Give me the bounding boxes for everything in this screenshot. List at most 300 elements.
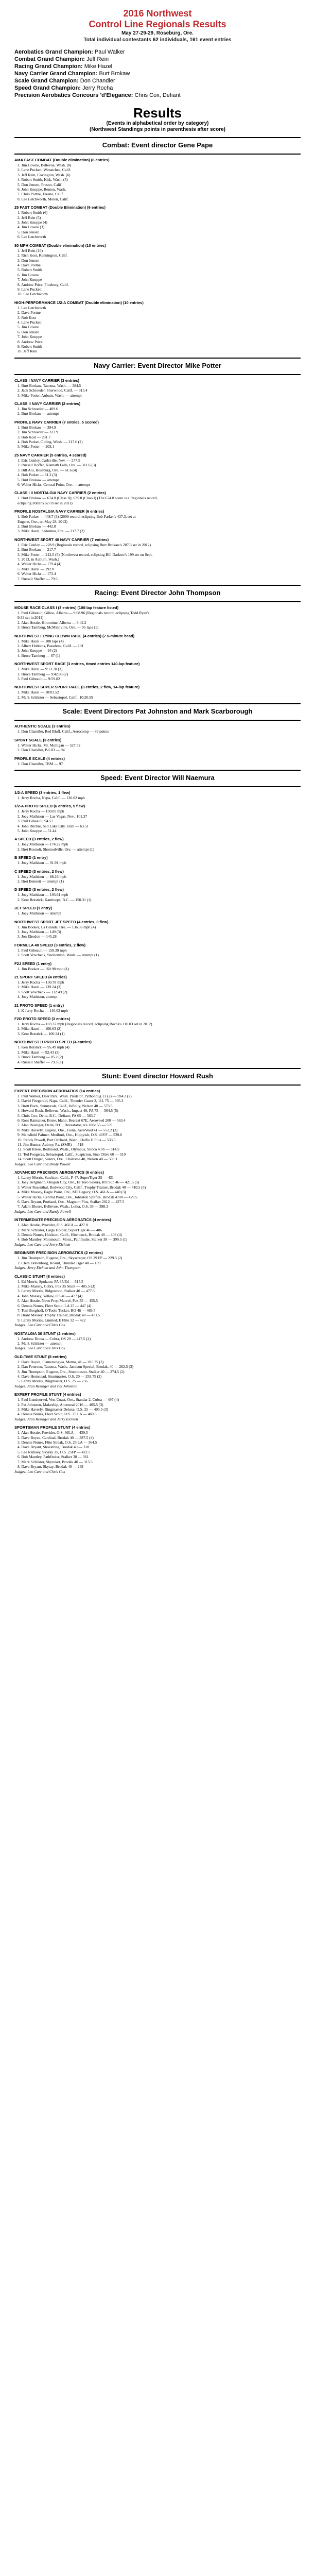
result-line: 7. Tom Berghoff, O'Toole Tucker, RO 46 — 469.5 — [18, 1308, 96, 1313]
event-title: 21 SPORT SPEED (4 entries) — [14, 975, 67, 980]
result-line: 1. Joey Mathison — 193.61 mph — [18, 892, 68, 897]
event-results — [14, 1217, 301, 1247]
result-line: 1. Lee Letchworth — [18, 305, 46, 310]
result-line: 3. Jon Elrodon — 145.28 — [18, 934, 57, 939]
page-title: 2016 Northwest — [123, 8, 192, 19]
result-line: 3. Jim Thompson, Eugene, Ore., Stuntmaster, Stalker 40 — 274.5 (2) — [18, 1369, 125, 1374]
result-line: 3. Paul Gibeault, 94.57 — [18, 819, 54, 824]
result-line: 2. Mike Massey, Cobra, Fox 35 Stunt — 485.5 (3) — [18, 1283, 95, 1289]
result-line: 3. Dennis Nunes, Flite Streak, O.S. 25 LA — 364.5 — [18, 1440, 97, 1445]
result-line: 2. Russell Hoffer, Klamath Falls, Ore. — 311.6 (3) — [18, 463, 96, 468]
event-title: ADVANCED PRECISION AEROBATICS (6 entries) — [14, 1170, 104, 1175]
event-title: NORTHWEST SPORT RACE (3 entries, timed entries 140-lap feature) — [14, 662, 140, 667]
result-line: 5. Walter Hicks, Central Point, Ore., Johnston Spitfire, Brodak 4700 — 429.5 — [18, 1194, 137, 1199]
event-results — [14, 1274, 301, 1328]
event-results — [14, 837, 301, 852]
result-line: 5. John Knoppe — 51.44 — [18, 828, 57, 833]
event-results — [14, 1040, 301, 1064]
event-results — [14, 158, 301, 201]
result-line: 2. Don Chandler, P-51D — 94 — [18, 748, 65, 753]
result-line: 4. Howard Rush, Bellevue, Wash., Impact 46, PA 75 — 564.5 (5) — [18, 1108, 118, 1113]
event-judges: Judges: Jerry Eichten and John Thompson — [14, 1265, 81, 1270]
result-line: 1. Walter Hicks, Mr. Mulligan — 527.52 — [18, 742, 81, 748]
result-line: 2. Mike Hazel — 92.43 (3) — [18, 1049, 60, 1055]
event-results — [14, 738, 301, 753]
event-results — [14, 869, 301, 884]
result-line: 2. Scott Vovcheck, Snohomish, Wash. — attempt (1) — [18, 953, 99, 958]
result-line: 13. Ted Fongeras, Sebastopol, Calif., Suspicion, Sino Olive 60 — 510 — [18, 1151, 126, 1157]
result-line: 5. Jim Cowne — [18, 325, 39, 330]
event-title: SPORT SCALE (3 entries) — [14, 737, 62, 742]
result-line: 1. Mike Hazel — 108 laps (4) — [18, 638, 64, 643]
result-line: 3. Bill Alu, Roseburg, Ore. — 61.6 (4) — [18, 467, 77, 472]
result-line: Eugene, Ore., on May 28, 2013) — [18, 519, 67, 524]
event-title: B SPEED (1 entry) — [14, 855, 48, 860]
event-results — [14, 401, 301, 416]
result-line: 7, 2013, in Auburn, Wash.) — [18, 556, 59, 562]
event-results — [14, 1331, 301, 1351]
event-title: NORTHWEST FLYING CLOWN RACE (4 entries) (7.5-minute head) — [14, 633, 135, 638]
event-title: 80 MPH COMBAT (Double elimination) (10 entries) — [14, 243, 106, 248]
result-line: 2. David Fitzgerald, Napa, Calif., Thunder Gazer 2, 11L 75 — 595.3 — [18, 1098, 124, 1104]
result-line: 2. Mark Schlister — Sebastopol, Calif., 10:20.99 — [18, 694, 93, 700]
result-line: 2. Bret Bennett — attempt (1) — [18, 878, 64, 884]
result-line: 3. Kent Rotstick — 100.24 (1) — [18, 1031, 65, 1036]
event-results — [14, 634, 301, 658]
result-line: 2. Jeff Rein (5) — [18, 215, 41, 220]
event-results — [14, 662, 301, 681]
event-results — [14, 537, 301, 581]
champion-name: Jerry Rocha — [82, 85, 113, 91]
result-line: 14. Scott Dinger, Sisters, Ore., Charisma 40, Nelson 40 — 503.1 — [18, 1157, 118, 1162]
event-results — [14, 887, 301, 902]
champion-name: Chris Cox, Defiant — [134, 92, 181, 98]
result-line: 2. Bruce Tamberg — 9:42.06 (2) — [18, 671, 68, 676]
result-line: 4. Mike Massey, Eagle Point, Ore., MT Legacy, O.S. 46LA — 440 (3) — [18, 1190, 126, 1195]
page-header — [14, 8, 301, 43]
result-line: 7. John Knoppe — [18, 334, 42, 340]
event-title: F2D PROTO SPEED (3 entries) — [14, 1016, 71, 1022]
section-divider — [14, 720, 301, 721]
result-line: eclipsing Potter's 627.8 set in 2011) — [18, 500, 73, 505]
result-line: 8. Andrew Price, Pittsburg, Calif. — [18, 282, 69, 287]
result-line: 4. Lane Puckett — [18, 319, 42, 325]
result-line: 3. Walter Rosenthal, Redwood City, Calif., Trophy Trainer, Brodak 40 — 410.5 (5) — [18, 1184, 146, 1190]
result-line: 2. Dave Boyce, Cardinal, Brodak 40 — 387.5 (4) — [18, 1435, 94, 1440]
event-results — [14, 420, 301, 449]
event-title: AUTHENTIC SCALE (3 entries) — [14, 724, 71, 729]
result-line: 1. Alan Hostie, Provider, O.S. 46LA — 439.5 — [18, 1430, 88, 1435]
grand-champions-list — [14, 48, 301, 99]
event-title: 1/2-A PROTO SPEED (6 entries, 5 flew) — [14, 804, 85, 809]
result-line: 2. Clem Dohenborg, Rosuit, Thunder Tiger 48 — 189 — [18, 1260, 101, 1265]
result-line: 10. Randy Powell, Port Orchard, Wash., Halfie II Plus — 533.5 — [18, 1137, 116, 1142]
result-line: 1. Jerry Rocha — 100.05 mph — [18, 809, 64, 814]
event-results — [14, 1354, 301, 1388]
result-line: 3. Paul Gibeault — 9:59.82 — [18, 676, 60, 682]
section-divider — [14, 1084, 301, 1086]
result-line: 1. Burt Brokaw — 394.9 — [18, 425, 56, 430]
result-line: 2. Mark Schlister, Large Holder, SuperTiger 46 — 406 — [18, 1227, 102, 1232]
result-line: 2. Mike Hazel — 100.63 (2) — [18, 1026, 62, 1031]
result-line: 2. Joey Mathison — Las Vegas, Nev., 101.37 — [18, 814, 87, 819]
result-line: 1. Jim Thompson, Eugene, Ore., Skyscraper, OS 29 FP — 229.5 (2) — [18, 1256, 122, 1261]
result-line: 5. Burt Brokaw — attempt — [18, 477, 59, 482]
grand-champion-row — [14, 56, 301, 63]
result-line: 6. Lee Letchworth — [18, 234, 46, 240]
result-line: 6. Ross Ramsauer, Boise, Idaho, Bearcat 67E, Aeroveed 200 — 563.4 — [18, 1117, 126, 1123]
event-title: INTERMEDIATE PRECISION AEROBATICS (4 entries) — [14, 1217, 111, 1223]
result-line: 2. Joey Bergmann, Oregon City, Ore., El Toro Sakura, RO.Sub 46 — 421.5 (5) — [18, 1180, 139, 1185]
event-results — [14, 1089, 301, 1166]
event-results — [14, 790, 301, 800]
result-line: 5. Lanny Morris, Ringmaster, O.S. 25 — 256 — [18, 1379, 87, 1384]
result-line: 8. Dave Bryant, Skyray, Brodak 40 — 249 — [18, 1464, 83, 1469]
event-results — [14, 205, 301, 239]
event-title: NORTHWEST SPORT 40 NAVY CARRIER (7 entries) — [14, 537, 109, 542]
result-line: 6. Bob Mantley, Pathfinder, Stalker 38 — 361 — [18, 1454, 89, 1460]
result-line: 2. Pat Johnston, Makeship, Ancestral 2016 — 405.5 (3) — [18, 1402, 103, 1407]
event-title: CLASS II NAVY CARRIER (2 entries) — [14, 401, 81, 406]
result-line: 5. Mike Hazel — 192.8 — [18, 566, 54, 571]
event-results — [14, 920, 301, 939]
result-line: 12. Scott Riese, Redmond, Wash., Olympus, Stinco 4.0S — 514.5 — [18, 1147, 119, 1152]
result-line: 1. Joey Mathison — 91.91 mph — [18, 860, 66, 866]
section-heading: Racing: Event Director John Thompson — [94, 589, 221, 597]
result-line: 3. Lanny Morris, Ridgewood, Stalker 40 — 477.5 — [18, 1289, 95, 1294]
result-line: 6. Walter Hicks — 173.4 — [18, 571, 56, 577]
result-line: 1. Ed Morris, Spokane, PA 35/Ed — 515.5 — [18, 1279, 83, 1284]
event-results — [14, 490, 301, 505]
result-line: 3. Dennis Nunes, Hockton, Calif., Hitchcock, Brodak 40 — 406 (4) — [18, 1232, 122, 1238]
result-line: 1. Paul Walker, Deer Park, Wash. Predator, Pythonbug 13 (2) — 594.2 (2) — [18, 1093, 132, 1098]
result-line: 4. Dennis Nunes, Fleet Scout, O.S. 25 LA — 469.5 — [18, 1412, 97, 1417]
event-judges: Judges: Alan Resinger and Pat Johnston — [14, 1383, 78, 1388]
result-line: 1. K Jerry Rocha — 140.02 mph — [18, 1008, 68, 1013]
section-divider — [14, 374, 301, 375]
result-line: 6. Jim Cowne — [18, 272, 39, 277]
event-results — [14, 605, 301, 630]
event-judges: Judges: Leo Carr and Chris Cox — [14, 1323, 65, 1328]
event-results — [14, 300, 301, 354]
champion-category: Scale Grand Champion: — [14, 78, 79, 84]
event-title: PROFILE NAVY CARRIER (7 entries, 5 scored) — [14, 419, 99, 425]
grand-champion-row — [14, 70, 301, 77]
event-title: CLASSIC STUNT (8 entries) — [14, 1274, 65, 1279]
section-divider — [14, 358, 301, 359]
result-line: 4. Russell Shaffer — 79.3 (1) — [18, 1059, 63, 1064]
event-title: 1/2-A SPEED (3 entries, 1 flew) — [14, 790, 71, 795]
result-line: 4. Bob Parker — 81.2 (3) — [18, 472, 57, 478]
event-results — [14, 724, 301, 734]
result-line: 4. John Ritchie, Salt Lake City, Utah — 63.51 — [18, 823, 89, 828]
result-line: 4. Bruce Tamberg — 67 (1) — [18, 653, 60, 658]
event-results — [14, 1003, 301, 1013]
result-line: 9. Lane Puckett — [18, 286, 42, 292]
result-line: 2. Alan Hostie, Hirontime, Alberta — 9:42.2 — [18, 620, 86, 625]
result-line: 2. Mike Hazel — 139.24 (3) — [18, 985, 62, 990]
result-line: 1. Alan Hostie, Provider, O.S. 46LA — 427.8 — [18, 1223, 88, 1228]
event-title: PROFILE SCALE (4 entries) — [14, 756, 65, 761]
result-line: 7. Chris Portne, Fresno, Calif. — [18, 192, 64, 197]
result-line: 3. Don Jensen — [18, 258, 40, 263]
champion-category: Combat Grand Champion: — [14, 56, 85, 62]
event-title: CLASS I NAVY CARRIER (3 entries) — [14, 378, 79, 383]
result-line: 2. Kent Rotstick, Kamloops, B.C. — 150.31 (1) — [18, 897, 92, 902]
result-line: 4. Dave Portne — [18, 262, 41, 267]
result-line: 5. Robert Smith — [18, 267, 42, 273]
event-judges: Judges: Leo Carr and Chris Cox — [14, 1346, 65, 1351]
result-line: 6. Don Jensen — [18, 329, 40, 334]
result-line: 2. Bret Rosnoli, Shomodville, Ore. — attempt (1) — [18, 846, 94, 852]
event-title: C SPEED (3 entries, 2 flew) — [14, 869, 64, 874]
section-heading: Combat: Event director Gene Pape — [102, 141, 213, 149]
result-line: 1. Ken Rotstick — 95.49 mph (4) — [18, 1045, 69, 1050]
event-title: BEGINNER PRECISION AEROBATICS (2 entries) — [14, 1250, 103, 1256]
result-line: 3. Scott Vovcheck — 132.49 (2) — [18, 989, 67, 994]
champion-name: Burt Brokaw — [99, 71, 130, 77]
event-results — [14, 243, 301, 297]
results-title: Results — [133, 105, 182, 121]
result-line: 9. Mansfield Palmer, Medford, Ore., Hippyish, O.S. 40VF — 539.6 — [18, 1132, 122, 1138]
result-line: 4. Walter Hicks — 179.4 (4) — [18, 562, 62, 567]
result-line: 1. Joey Mathison — 174.22 mph — [18, 842, 68, 847]
results-header — [14, 105, 301, 133]
result-line: 8. Lee Letchworth, Molen, Calif. — [18, 196, 69, 201]
result-line: 1. Jim Cowne, Bellevue, Wash. (8) — [18, 163, 72, 167]
event-judges: Judges: Leo Carr and Brody Powell — [14, 1161, 71, 1166]
result-line: 1. Mike Hazel — 10:01.52 — [18, 690, 59, 695]
result-line: 1. Eric Conley, Carlsville, Nev. — 277.5 — [18, 457, 80, 463]
result-line: 1. Eric Conley — 228.9 (Regionals record, eclipsing Burt Brokaw's 207.3 set in 2012) — [18, 542, 151, 547]
result-line: 1. Paul Lundeorwd, Vest Coast, Ore., Standar 2, Cobra — 497 (4) — [18, 1397, 119, 1402]
event-title: NORTHWEST B PROTO SPEED (4 entries) — [14, 1040, 92, 1045]
event-results — [14, 685, 301, 700]
event-title: A SPEED (3 entries, 2 flew) — [14, 837, 64, 842]
result-line: 2. Jack Schroeder, Sherwood, Calif. — 315.4 — [18, 388, 87, 393]
result-line: 3. Bob Kost — 231.7 — [18, 434, 51, 439]
event-results — [14, 453, 301, 487]
result-line: 4. Bob Mantley, Monmouth, Mont., Pathfinder, Stalker 38 — 399.5 (1) — [18, 1237, 128, 1242]
grand-champion-row — [14, 92, 301, 99]
section-heading: Speed: Event Director Will Naemura — [100, 773, 215, 782]
section-heading: Navy Carrier: Event Director Mike Potter — [94, 361, 221, 369]
result-line: 1. Andrew Dinea — Cobra, OS 29 — 447.5 (2) — [18, 1336, 91, 1341]
grand-champion-row — [14, 84, 301, 92]
champion-category: Aerobatics Grand Champion: — [14, 49, 93, 55]
result-line: 1. Robert Smith (6) — [18, 210, 48, 215]
result-line: 3. Jeff Rein, Covington, Wash. (6) — [18, 172, 71, 177]
result-line: 4. Dave Bryant, Shoestring, Brodak 40 — 318 — [18, 1445, 90, 1450]
result-line: 1. Paul Gibeault, Gilloo, Alberta — 9:08.96 (Regionals record, eclipsing Todd Ryan's — [18, 611, 150, 615]
result-line: 4. John Massey, Yellow, OS 46 — 477 (4) — [18, 1293, 83, 1298]
result-line: 2. Lane Puckett, Wenatchee, Calif. — [18, 167, 71, 173]
result-line: 2. Burt Brokaw — 442.8 — [18, 523, 56, 529]
event-results — [14, 1250, 301, 1270]
event-judges: Judges: Alan Resinger and Jerry Eichten — [14, 1416, 78, 1421]
event-results — [14, 378, 301, 398]
event-title: F2J SPEED (1 entry) — [14, 961, 52, 966]
grand-champion-row — [14, 77, 301, 84]
event-results — [14, 1016, 301, 1036]
champion-category: Racing Grand Champion: — [14, 63, 83, 70]
result-line: 6. Walter Hicks, Central Point, Ore. — attempt — [18, 482, 90, 487]
result-line: 2. Dan Peterson, Tacoma, Wash., Jamison Special, Brodak, 40 — 282.5 (3) — [18, 1364, 134, 1369]
champion-category: Speed Grand Champion: — [14, 85, 81, 91]
result-line: 7. Adam Bloore, Bellevue, Wash., Lotka, O.S. 35 — 398.3 — [18, 1204, 108, 1209]
section-divider — [14, 154, 301, 155]
result-line: 1. Jeff Rein (10) — [18, 248, 43, 253]
event-title: NOSTALGIA 30 STUNT (2 entries) — [14, 1331, 76, 1336]
result-line: 3. Mike Haverly, Ringmaster Deluxe, O.S. 25 — 405.5 (3) — [18, 1407, 108, 1412]
result-line: 1. Joey Mathison — attempt — [18, 911, 62, 916]
result-line: 2. Mark Schlister — attempt — [18, 1341, 62, 1346]
event-results — [14, 906, 301, 916]
result-line: 1. Dave Boyce, Flamencogwa, Memo, 41 — 285.75 (3) — [18, 1359, 104, 1364]
event-title: FORMULA 40 SPEED (3 entries, 2 flew) — [14, 942, 86, 947]
result-line: 2. Burt Brokaw — attempt — [18, 411, 59, 416]
result-line: 1. Mike Hazel — 9:13.70 (3) — [18, 667, 63, 672]
grand-champion-row — [14, 63, 301, 70]
result-line: 1. Don Chandler, TBM — 97 — [18, 761, 63, 766]
result-line: 9. Robert Smith — [18, 344, 42, 349]
result-line: 5. Alan Hostie, Nuvo Prop Marvel, Fox 35 — 455.5 — [18, 1298, 98, 1303]
entry-stats: Total individual contestants 62 individuals, 161 event entries — [83, 37, 232, 43]
section-divider — [14, 585, 301, 586]
section-divider — [14, 601, 301, 602]
result-line: 7. Russell Shaffer — 79.5 — [18, 576, 58, 581]
event-results — [14, 1392, 301, 1421]
result-line: 7. John Knoppe — [18, 277, 42, 282]
event-title: EXPERT PRECISION AEROBATICS (14 entries) — [14, 1088, 100, 1093]
event-title: NORTHWEST SPORT JET SPEED (4 entries, 3 flew) — [14, 919, 109, 924]
result-line: 7. Alan Resinger, Delta, B.C., Devastator, rcs 200c 55 — 559 — [18, 1123, 113, 1128]
results-sections — [14, 137, 301, 1474]
result-line: 1. Paul Gibeault — 158.39 mph — [18, 947, 67, 953]
result-line: 3. Rob Kost — [18, 315, 37, 320]
result-line: 2. Rich Kost, Kennington, Calif. — [18, 253, 68, 258]
event-judges: Judges: Leo Carr and Jerry Eichten — [14, 1242, 71, 1247]
grand-champion-row — [14, 48, 301, 56]
result-line: 1. Lanny Morris, Stockton, Calif., P-47, SuperTiger 35 — 431 — [18, 1175, 114, 1180]
section-divider — [14, 770, 301, 771]
event-title: AMA FAST COMBAT (Double elimination) (8 entries) — [14, 158, 110, 162]
event-title: D SPEED (3 entries, 2 flew) — [14, 887, 64, 892]
event-judges: Judges: Leo Carr and Chris Cox — [14, 1469, 65, 1474]
result-line: 2. Dave Portne — [18, 310, 41, 315]
result-line: 6. Dennis Nunes, Fleet Scout, LA 25 — 447 (4) — [18, 1303, 92, 1308]
event-results — [14, 804, 301, 833]
result-line: 4. Jim Cowne (3) — [18, 225, 45, 230]
result-line: 1. Jerry Rocha — 103.37 mph (Regionals record, eclipsing Rocha's 110.03 set in 2012) — [18, 1022, 152, 1027]
event-title: 21 PROTO SPEED (1 entry) — [14, 1003, 64, 1008]
result-line: 8. Brant Massey, Trophy Trainer, Brodak 40 — 431.5 — [18, 1313, 100, 1318]
result-line: 4. Robert Smith, Kirk, Wash. (5) — [18, 177, 68, 182]
champion-category: Precision Aerobatics Concours 'd'Elegance: — [14, 92, 133, 98]
event-results — [14, 975, 301, 999]
section-heading: Scale: Event Directors Pat Johnston and Mark Scarborough — [62, 707, 253, 716]
results-note-order: (Events in alphabetical order by category) — [106, 121, 209, 126]
result-line: 5. Don Jensen — [18, 229, 40, 234]
event-results — [14, 961, 301, 971]
event-title: JET SPEED (1 entry) — [14, 906, 52, 911]
event-title: OLD-TIME STUNT (8 entries) — [14, 1354, 67, 1359]
event-results — [14, 1170, 301, 1214]
event-title: MOUSE RACE CLASS I (3 entries) (100-lap feature listed) — [14, 605, 119, 610]
champion-category: Navy Carrier Grand Champion: — [14, 71, 98, 77]
result-line: 8. Mike Haverly, Eugene, Ore., Fiona, AeroVeed 41 — 552.2 (3) — [18, 1127, 118, 1132]
result-line: 1. Don Chandler, Red Bluff, Calif., Aerocomp — 89 points — [18, 729, 109, 734]
result-line: 9:33 set in 2011) — [18, 615, 44, 620]
section-divider — [14, 703, 301, 704]
event-results — [14, 756, 301, 766]
result-line: 3. Brett Buck, Sunnyvale, Calif., Infinity, Nelson 40 — 573.5 — [18, 1103, 113, 1108]
event-results — [14, 943, 301, 958]
section-divider — [14, 1068, 301, 1069]
result-line: 3. John Knoppe — 94 (2) — [18, 648, 57, 653]
result-line: 5. Lee Ramsey, Skyray 35, O.S. 25FP — 422.5 — [18, 1449, 91, 1454]
champion-name: Paul Walker — [94, 49, 125, 55]
result-line: 3. Mike Potter, Auburn, Wash. — attempt — [18, 393, 82, 398]
result-line: 10. Jeff Rein — [18, 349, 38, 354]
result-line: 3. Mike Potter — 212.5 (5) (Northwest record, eclipsing Bill Darkow's 199 set on Sept. — [18, 552, 153, 557]
result-line: 1. Burt Brokaw, Tacoma, Wash. — 384.5 — [18, 383, 81, 388]
results-note-points: (Northwest Standings points in parenthesis after score) — [90, 127, 225, 132]
champion-name: Mike Hazel — [84, 63, 113, 70]
event-title: 25 FAST COMBAT (Double Elimination) (6 entries) — [14, 205, 106, 210]
result-line: 1. Jim Booker, La Grande, Ore. — 136.36 mph (4) — [18, 924, 96, 929]
result-line: 5. Chris Cox, Delta, B.C., Defiant, PA 65 — 563.7 — [18, 1113, 96, 1118]
result-line: 5. Mike Potter — 203.1 — [18, 444, 55, 449]
event-dates: May 27-29-29, Roseburg, Ore. — [121, 30, 194, 36]
result-line: 3. John Knoppe (4) — [18, 220, 47, 225]
result-line: 3. Mike Hazel, Sedomna, Ore. — 317.7 (2) — [18, 529, 84, 534]
result-line: 1. Jim Schroeder — 409.6 — [18, 406, 58, 412]
result-line: 1. Jerry Rocha, Napa, Calif. — 130.02 mph — [18, 795, 85, 800]
champion-name: Jeff Rein — [86, 56, 109, 62]
result-line: 7. Mark Schlister, Skyroket, Brodak 40 — 315.5 — [18, 1459, 93, 1464]
result-line: 5. Don Jensen, Fresno, Calif. — [18, 182, 63, 187]
event-results — [14, 855, 301, 865]
event-title: PROFILE NOSTALGIA NAVY CARRIER (6 entries) — [14, 509, 104, 514]
result-line: 8. Andrew Price — [18, 339, 43, 344]
result-line: 3. Bruce Tamberg — 85.2 (2) — [18, 1055, 63, 1060]
result-line: 9. Lanny Morris, Limited, E Flite 32 — 422 — [18, 1317, 86, 1323]
event-results — [14, 509, 301, 534]
section-divider — [14, 786, 301, 787]
result-line: 4. Bob Parker, Olding, Wash. — 217.6 (2) — [18, 439, 83, 445]
result-line: 4. Dave Hemstead, Stuntmaster, O.S. 20 — 259.75 (2) — [18, 1374, 102, 1379]
result-line: 2. Jim Schroeder — 323.9 — [18, 430, 58, 435]
event-title: EXPERT PROFILE STUNT (4 entries) — [14, 1392, 81, 1397]
event-title: CLASS I II NOSTALGIA NAVY CARRIER (2 entries) — [14, 490, 106, 496]
section-heading: Stunt: Event director Howard Rush — [102, 1072, 213, 1080]
result-line: 10. Lee Letchworth — [18, 292, 48, 297]
result-line: 3. Bruce Tamberg, McMinnville, Ore. — 95 laps (1) — [18, 625, 99, 630]
event-results — [14, 1425, 301, 1474]
event-judges: Judges: Leo Carr and Randy Powell — [14, 1209, 71, 1214]
event-title: SPORTSMAN PROFILE STUNT (4 entries) — [14, 1425, 91, 1430]
result-line: 2. Burt Brokaw — 217.7 — [18, 547, 56, 552]
champion-name: Don Chandler — [80, 78, 115, 84]
result-line: 1. Jerry Rocha — 130.78 mph — [18, 980, 64, 985]
page-subtitle: Control Line Regionals Results — [89, 19, 226, 29]
result-line: 1. Jim Booker — 160.98 mph (1) — [18, 966, 69, 971]
result-line: 2. Albert Hobbins, Pasadena, Calif. — 101 — [18, 643, 84, 649]
event-title: HIGH-PERFORMANCE 1/2-A COMBAT (Double elimination) (10 entries) — [14, 300, 144, 305]
result-line: 1. Bob Parker — 448.7 (3) (2009 record, eclipsing Bob Parker's 437.3, set at — [18, 514, 136, 519]
section-divider — [14, 137, 301, 138]
